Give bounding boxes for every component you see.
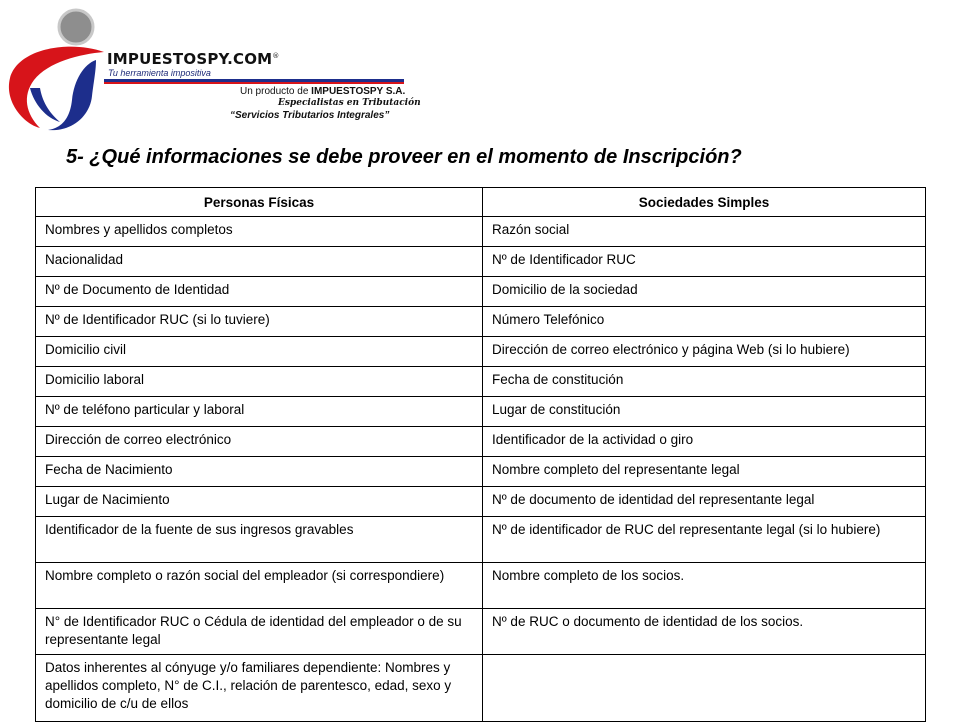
header-personas-fisicas: Personas Físicas [36,188,483,217]
table-cell: Dirección de correo electrónico [36,427,483,457]
table-cell: Fecha de constitución [483,367,926,397]
logo-head-shape [59,10,93,44]
table-cell: Identificador de la actividad o giro [483,427,926,457]
page-title: 5- ¿Qué informaciones se debe proveer en el momento de Inscripción? [66,146,742,168]
table-cell-empty [483,655,926,722]
company-logo [0,0,420,135]
table-cell: Nacionalidad [36,247,483,277]
table-cell: Nº de teléfono particular y laboral [36,397,483,427]
registration-info-table [35,187,926,722]
producer-company: IMPUESTOSPY S.A. [311,86,406,97]
table-cell: Número Telefónico [483,307,926,337]
table-cell: Domicilio civil [36,337,483,367]
table-cell: N° de Identificador RUC o Cédula de identidad del empleador o de su representante legal [36,609,483,655]
table-row [36,655,926,722]
logo-swoosh-icon [0,0,110,135]
table-cell: Lugar de Nacimiento [36,487,483,517]
table-cell: Nombre completo de los socios. [483,563,926,609]
table-row [36,217,926,247]
brand-tagline: Tu herramienta impositiva [108,68,211,78]
table-cell: Lugar de constitución [483,397,926,427]
brand-divider-red [104,82,404,84]
table-cell: Nombres y apellidos completos [36,217,483,247]
table-cell: Datos inherentes al cónyuge y/o familiares dependiente: Nombres y apellidos completo, N° de C.I., relación de parentesco, edad, sexo y domicilio de c/u de ellos [36,655,483,722]
table-row [36,563,926,609]
table-cell: Nº de documento de identidad del representante legal [483,487,926,517]
table-row [36,427,926,457]
table-cell: Razón social [483,217,926,247]
table-cell: Dirección de correo electrónico y página Web (si lo hubiere) [483,337,926,367]
table-row [36,609,926,655]
table-row [36,457,926,487]
table-row [36,397,926,427]
brand-name: IMPUESTOSPY.COM® [107,50,280,68]
table-cell: Domicilio laboral [36,367,483,397]
table-header-row [36,188,926,217]
table-row [36,247,926,277]
table-cell: Nº de Identificador RUC [483,247,926,277]
table-cell: Nº de Identificador RUC (si lo tuviere) [36,307,483,337]
table-row [36,487,926,517]
header-sociedades-simples: Sociedades Simples [483,188,926,217]
table-cell: Identificador de la fuente de sus ingresos gravables [36,517,483,563]
table-cell: Nombre completo o razón social del empleador (si correspondiere) [36,563,483,609]
brand-producer: Un producto de IMPUESTOSPY S.A. [240,86,406,97]
table-row [36,367,926,397]
table-cell: Nº de identificador de RUC del representante legal (si lo hubiere) [483,517,926,563]
table-row [36,277,926,307]
brand-specialty: Especialistas en Tributación [278,98,421,108]
registered-mark: ® [272,52,280,60]
table-row [36,307,926,337]
table-cell: Fecha de Nacimiento [36,457,483,487]
brand-services: “Servicios Tributarios Integrales” [230,110,390,121]
table-cell: Nombre completo del representante legal [483,457,926,487]
table-cell: Nº de RUC o documento de identidad de los socios. [483,609,926,655]
table-cell: Nº de Documento de Identidad [36,277,483,307]
table-row [36,517,926,563]
table-row [36,337,926,367]
table-cell: Domicilio de la sociedad [483,277,926,307]
logo-blue-tail [30,88,60,122]
